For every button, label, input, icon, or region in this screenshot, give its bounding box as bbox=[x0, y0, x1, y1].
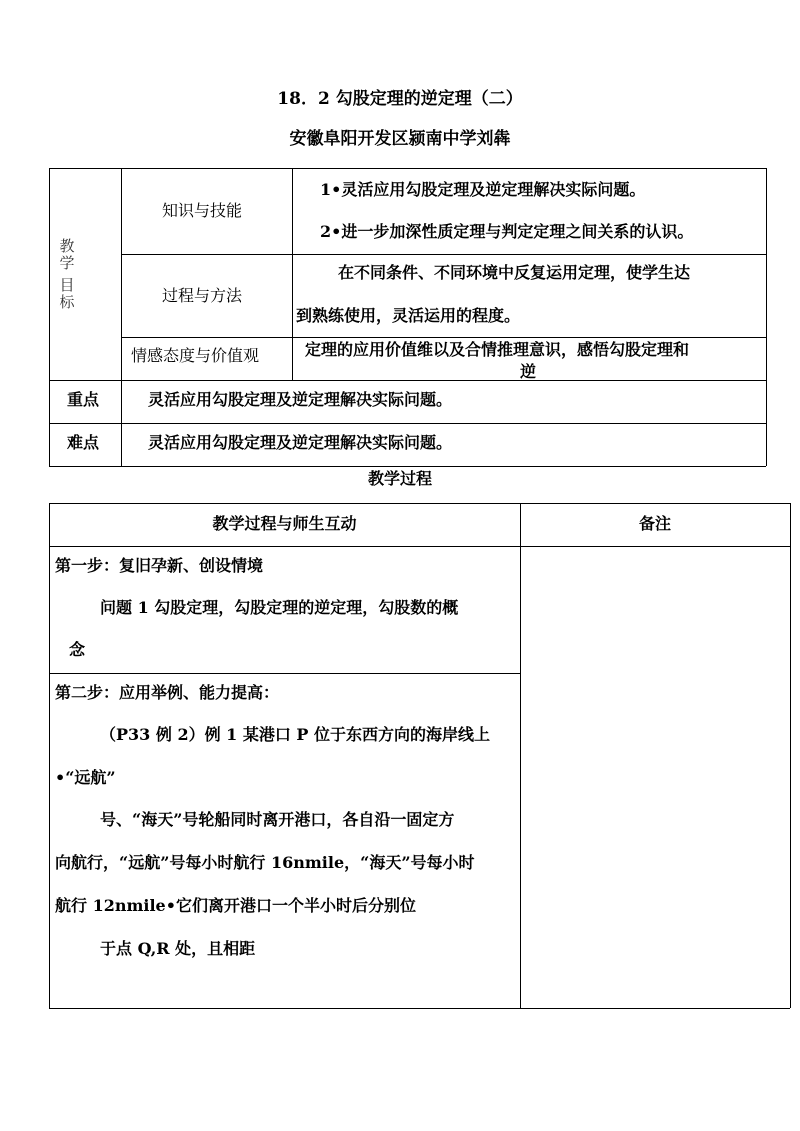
attitude-line-2: 逆 bbox=[520, 362, 537, 380]
difficulty-text: 灵活应用勾股定理及逆定理解决实际问题。 bbox=[148, 433, 453, 452]
process-line-2: 到熟练使用，灵活运用的程度。 bbox=[296, 306, 521, 325]
category-process-method: 过程与方法 bbox=[162, 286, 243, 305]
difficulty-label: 难点 bbox=[67, 433, 100, 452]
step2-heading: 第二步：应用举例、能力提高： bbox=[55, 683, 280, 702]
column-header-notes: 备注 bbox=[638, 514, 671, 533]
step2-line-4: 向航行，“远航”号每小时航行 16nmile，“海天”号每小时 bbox=[55, 853, 475, 872]
key-point-text: 灵活应用勾股定理及逆定理解决实际问题。 bbox=[148, 390, 453, 409]
step1-heading: 第一步：复旧孕新、创设情境 bbox=[55, 556, 264, 575]
step1-line-2: 念 bbox=[69, 640, 86, 659]
category-attitude-values: 情感态度与价值观 bbox=[131, 346, 260, 365]
process-line-1: 在不同条件、不同环境中反复运用定理，使学生达 bbox=[338, 263, 691, 282]
knowledge-line-1: 1•灵活应用勾股定理及逆定理解决实际问题。 bbox=[320, 180, 646, 199]
column-header-main: 教学过程与师生互动 bbox=[212, 514, 357, 533]
document-title: 18．2 勾股定理的逆定理（二） bbox=[277, 89, 523, 109]
author-line: 安徽阜阳开发区颍南中学刘犇 bbox=[289, 129, 511, 149]
category-knowledge-skills: 知识与技能 bbox=[162, 201, 243, 220]
process-section-title: 教学过程 bbox=[367, 469, 432, 488]
attitude-line-1: 定理的应用价值维以及合情推理意识，感悟勾股定理和 bbox=[305, 340, 690, 359]
step2-line-5: 航行 12nmile•它们离开港口一个半小时后分别位 bbox=[55, 896, 416, 915]
attitude-text bbox=[305, 340, 763, 380]
step2-line-3: 号、“海天”号轮船同时离开港口，各自沿一固定方 bbox=[100, 810, 455, 829]
step1-line-1: 问题 1 勾股定理，勾股定理的逆定理，勾股数的概 bbox=[100, 598, 459, 617]
knowledge-line-2: 2•进一步加深性质定理与判定定理之间关系的认识。 bbox=[320, 222, 694, 241]
key-point-label: 重点 bbox=[67, 390, 100, 409]
step2-line-2: •“远航” bbox=[55, 768, 116, 787]
step2-line-1: （P33 例 2）例 1 某港口 P 位于东西方向的海岸线上 bbox=[100, 725, 491, 744]
step2-line-6: 于点 Q,R 处，且相距 bbox=[100, 939, 256, 958]
